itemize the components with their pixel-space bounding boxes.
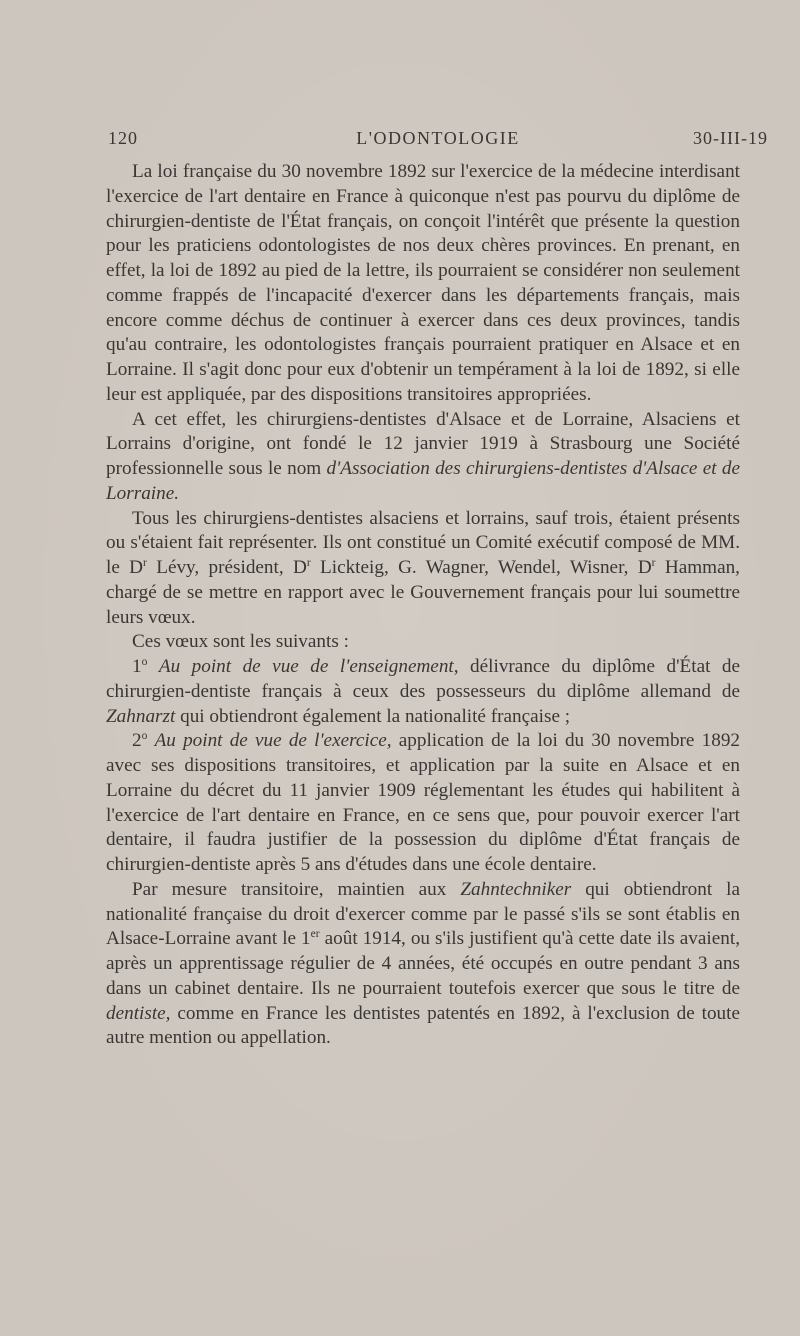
running-header [108,128,768,154]
page-number: 120 [108,128,138,148]
association-name: d'Association des chirurgiens-dentistes d'Alsace et de Lorraine. [106,458,740,504]
paragraph-6: 2$^o$ Au point de vue de l'exercice, application de la loi du 30 novembre 1892 avec ses dispositions transitoires, et application par la suite en Alsace et en Lorraine du décret du 11 janvier 1909 réglementant les études qui habilitent à l'exercice de l'art dentaire en France, en ce sens que, pour pouvoir exercer l'art dentaire, il faudra justifier de la possession du diplôme d'État français de chirurgien-dentiste après 5 ans d'études dans une école dentaire. [106,730,741,875]
paragraph-4: Ces vœux sont les suivants : [132,631,349,653]
paragraph-3: Tous les chirurgiens-dentistes alsaciens et lorrains, sauf trois, étaient présents ou s'étaient fait représenter. Ils ont constitué un Comité exécutif composé de MM. le $D^r$ Lévy, président, $D^r$ Lickteig, G. Wagner, Wendel, Wisner, $D^r$ Hamman, chargé de se mettre en rapport avec le Gouvernement français pour lui soumettre leurs vœux. [106,507,740,628]
article-body [106,160,740,1051]
paragraph-7: Par mesure transitoire, maintien aux Zahntechniker qui obtiendront la nationalité française du droit d'exercer comme par le passé s'ils se sont établis en Alsace-Lorraine avant le 1er août 1914, ou s'ils justifient qu'à cette date ils avaient, après un apprentissage régulier de 4 années, été occupés en outre pendant 3 ans dans un cabinet dentaire. Ils ne pourraient toutefois exercer que sous le titre de dentiste, comme en France les dentistes patentés en 1892, à l'exclusion de toute autre mention ou appellation. [106,878,740,1049]
paragraph-1: La loi française du 30 novembre 1892 sur l'exercice de la médecine interdisant l'exercice de l'art dentaire en France à quiconque n'est pas pourvu du diplôme de chirurgien-dentiste de l'État français, on conçoit l'intérêt que présente la question pour les praticiens odontologistes de nos deux chères provinces. En prenant, en effet, la loi de 1892 au pied de la lettre, ils pourraient se considérer non seulement comme frappés de l'incapacité d'exercer dans les départements français, mais encore comme déchus de continuer à exercer dans ces deux provinces, tandis qu'au contraire, les odontologistes français pourraient pratiquer en Alsace et en Lorraine. Il s'agit donc pour eux d'obtenir un tempérament à la loi de 1892, si elle leur est appliquée, par des dispositions transitoires appropriées. [106,161,740,405]
issue-date: 30-III-19 [693,128,768,148]
journal-title: L'ODONTOLOGIE [356,128,520,148]
paragraph-5: 1$^o$ Au point de vue de l'enseignement, délivrance du diplôme d'État de chirurgien-dentiste français à ceux des possesseurs du diplôme allemand de Zahnarzt qui obtiendront également la nationalité française ; [106,656,741,727]
paragraph-2: A cet effet, les chirurgiens-dentistes d'Alsace et de Lorraine, Alsaciens et Lorrains d'origine, ont fondé le 12 janvier 1919 à Strasbourg une Société professionnelle sous le nom d'Association des chirurgiens-dentistes d'Alsace et de Lorraine. [106,408,740,504]
